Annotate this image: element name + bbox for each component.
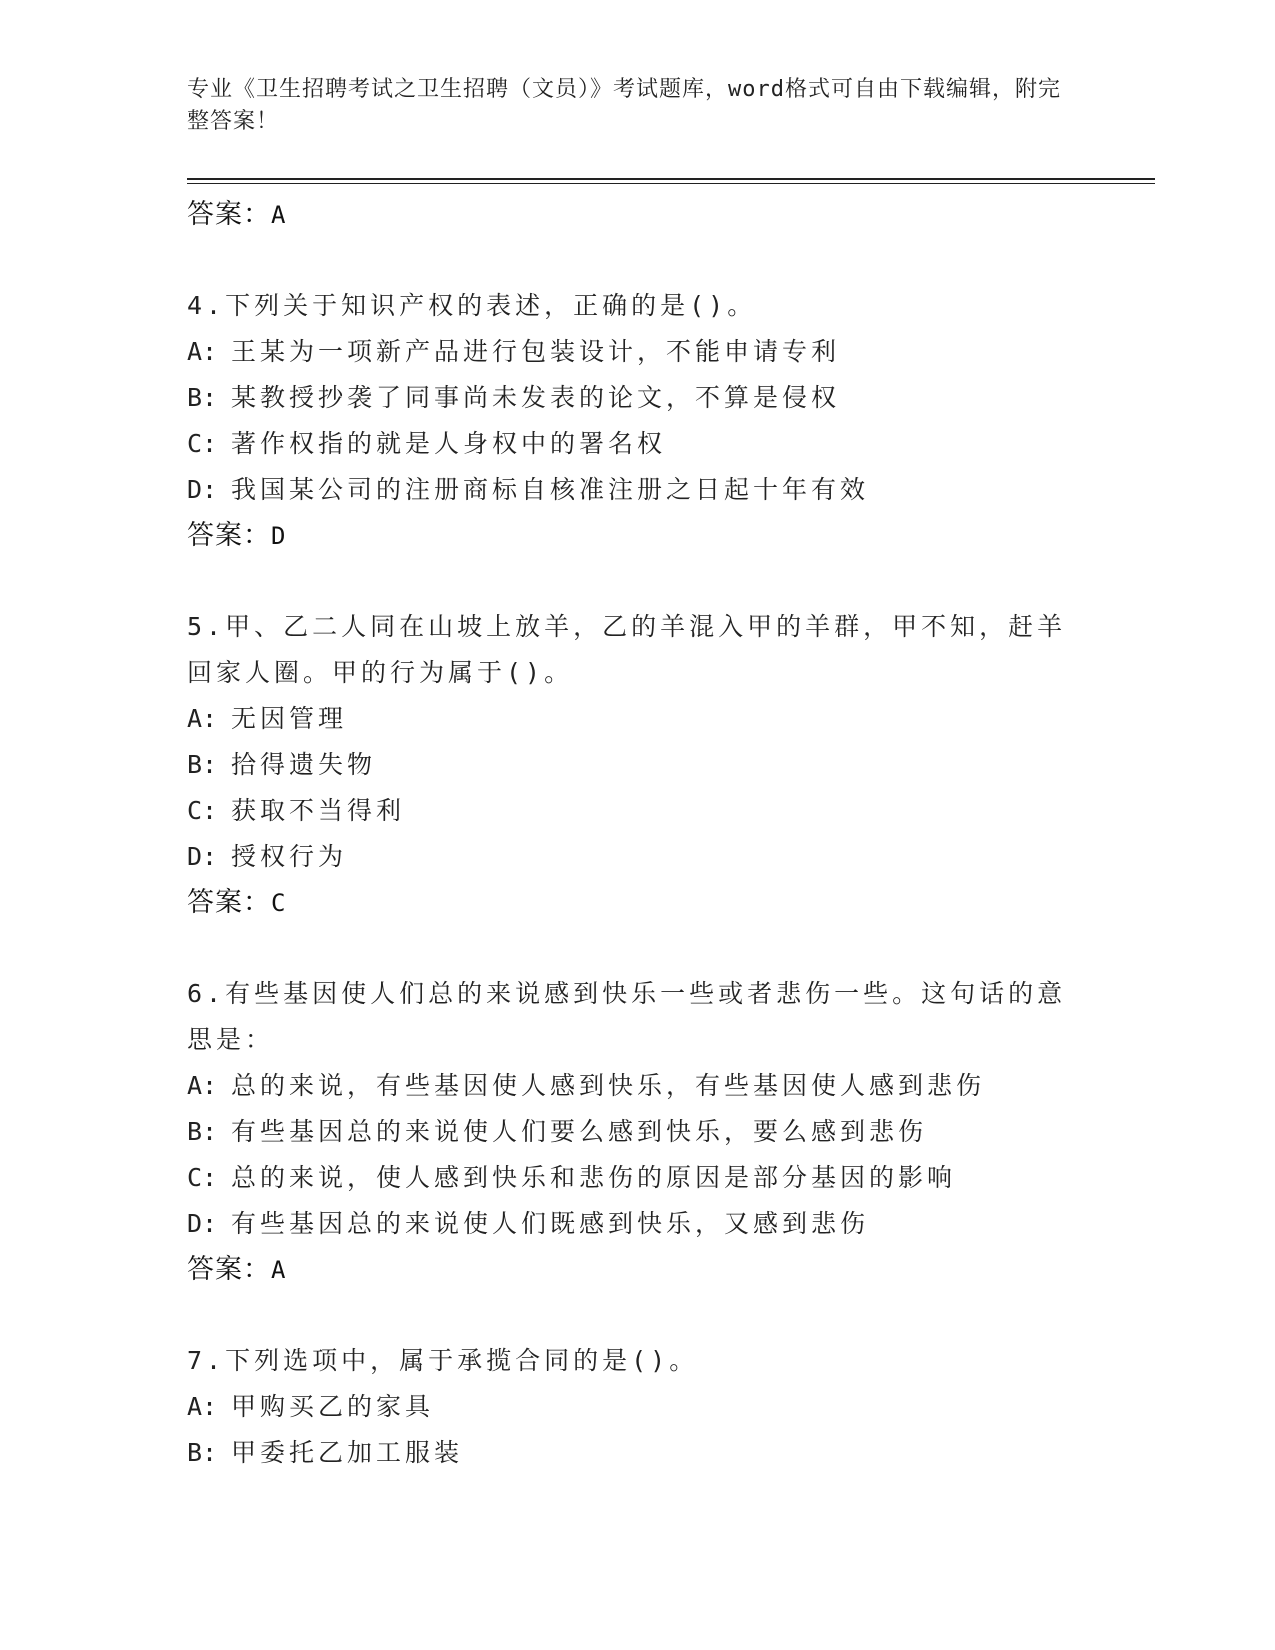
question-text: 7.下列选项中，属于承揽合同的是()。: [187, 1346, 699, 1375]
document-header: 专业《卫生招聘考试之卫生招聘（文员）》考试题库，word格式可自由下载编辑，附完整答案！: [187, 77, 1061, 134]
option-key: B:: [187, 750, 218, 779]
option-key: B:: [187, 383, 218, 412]
header-divider: [187, 178, 1155, 184]
question-7: [187, 1338, 1087, 1476]
option-key: C:: [187, 1163, 218, 1192]
option-key: D:: [187, 842, 218, 871]
answer-label: 答案：: [187, 199, 271, 230]
option-text: 著作权指的就是人身权中的署名权: [231, 429, 667, 458]
question-6: [187, 971, 1087, 1293]
option-a: [187, 329, 1087, 375]
option-text: 总的来说，有些基因使人感到快乐，有些基因使人感到悲伤: [231, 1071, 986, 1100]
answer-value: A: [271, 1256, 287, 1284]
option-a: [187, 696, 1087, 742]
option-a: [187, 1063, 1087, 1109]
answer-line: [187, 1247, 1087, 1293]
option-text: 有些基因总的来说使人们既感到快乐，又感到悲伤: [231, 1209, 870, 1238]
option-text: 授权行为: [231, 842, 348, 871]
answer-label: 答案：: [187, 520, 271, 551]
option-c: [187, 1155, 1087, 1201]
answer-label: 答案：: [187, 887, 271, 918]
option-d: [187, 1201, 1087, 1247]
option-d: [187, 834, 1087, 880]
answer-line: [187, 513, 1087, 559]
option-key: C:: [187, 796, 218, 825]
option-text: 某教授抄袭了同事尚未发表的论文，不算是侵权: [231, 383, 841, 412]
option-text: 无因管理: [231, 704, 348, 733]
option-text: 甲委托乙加工服装: [231, 1438, 464, 1467]
option-key: A:: [187, 337, 218, 366]
question-text: 4.下列关于知识产权的表述，正确的是()。: [187, 291, 757, 320]
answer-label: 答案：: [187, 1254, 271, 1285]
question-4: [187, 283, 1087, 559]
option-text: 获取不当得利: [231, 796, 406, 825]
answer-value: A: [271, 201, 287, 229]
answer-value: D: [271, 522, 287, 550]
option-text: 王某为一项新产品进行包装设计，不能申请专利: [231, 337, 841, 366]
question-list: [187, 192, 1087, 1476]
option-key: A:: [187, 704, 218, 733]
option-b: [187, 742, 1087, 788]
question-text: 5.甲、乙二人同在山坡上放羊，乙的羊混入甲的羊群，甲不知，赶羊回家人圈。甲的行为属于()。: [187, 612, 1067, 687]
answer-line: [187, 880, 1087, 926]
option-c: [187, 788, 1087, 834]
option-a: [187, 1384, 1087, 1430]
option-text: 有些基因总的来说使人们要么感到快乐，要么感到悲伤: [231, 1117, 928, 1146]
option-text: 拾得遗失物: [231, 750, 377, 779]
option-b: [187, 1430, 1087, 1476]
option-key: B:: [187, 1438, 218, 1467]
option-d: [187, 467, 1087, 513]
answer-value: C: [271, 889, 287, 917]
answer-line: [187, 192, 1087, 238]
option-b: [187, 375, 1087, 421]
option-c: [187, 421, 1087, 467]
option-key: A:: [187, 1392, 218, 1421]
option-text: 甲购买乙的家具: [231, 1392, 435, 1421]
option-b: [187, 1109, 1087, 1155]
option-key: A:: [187, 1071, 218, 1100]
option-key: D:: [187, 1209, 218, 1238]
question-text: 6.有些基因使人们总的来说感到快乐一些或者悲伤一些。这句话的意思是：: [187, 979, 1067, 1054]
question-5: [187, 604, 1087, 926]
option-key: B:: [187, 1117, 218, 1146]
option-key: D:: [187, 475, 218, 504]
option-text: 总的来说，使人感到快乐和悲伤的原因是部分基因的影响: [231, 1163, 957, 1192]
option-text: 我国某公司的注册商标自核准注册之日起十年有效: [231, 475, 870, 504]
option-key: C:: [187, 429, 218, 458]
